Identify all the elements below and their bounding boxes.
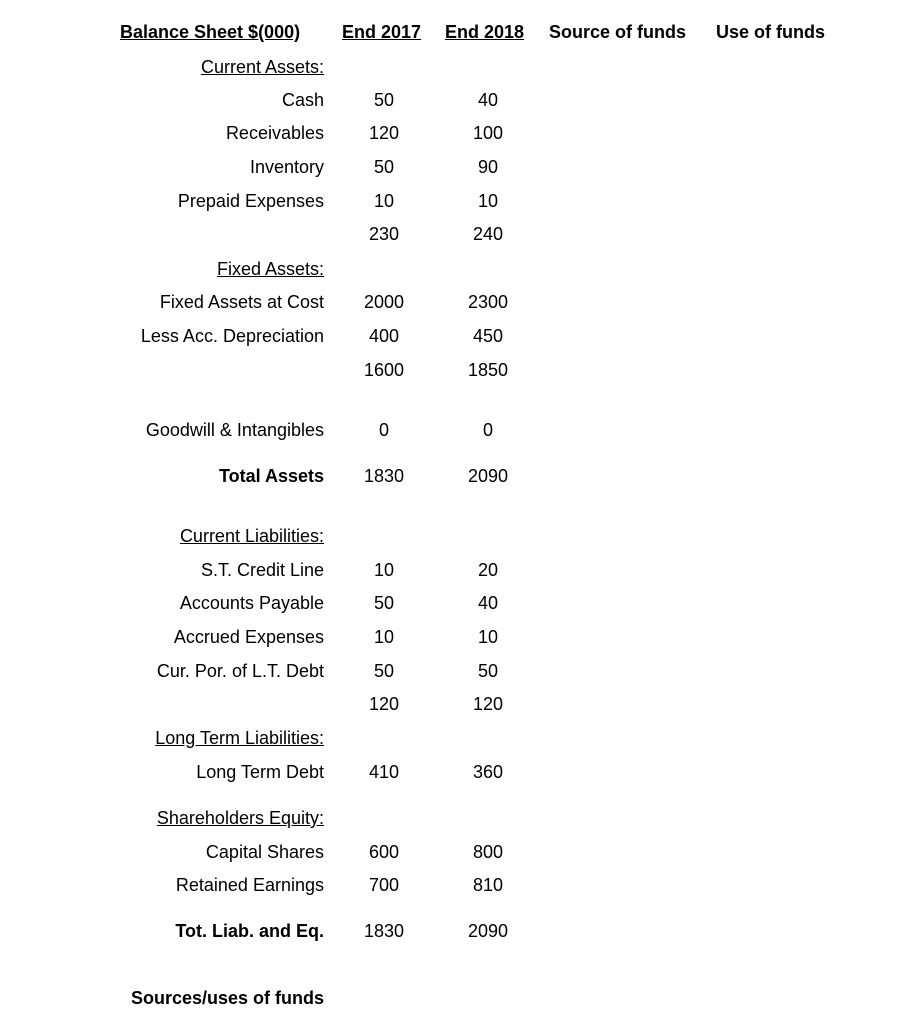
value-2018-cur-por-lt-debt: 50 bbox=[477, 661, 499, 681]
row-label-receivables: Receivables bbox=[225, 123, 324, 143]
row-label-cash: Cash bbox=[281, 90, 324, 110]
row-label-long-term-debt: Long Term Debt bbox=[196, 762, 324, 782]
subtotal-2017-fixed-assets: 1600 bbox=[363, 360, 405, 380]
value-2017-goodwill: 0 bbox=[378, 420, 389, 440]
value-2017-inventory: 50 bbox=[373, 157, 395, 177]
row-label-accounts-payable: Accounts Payable bbox=[179, 593, 324, 613]
value-2018-fixed-assets-at-cost: 2300 bbox=[467, 292, 509, 312]
value-2017-fixed-assets-at-cost: 2000 bbox=[363, 292, 405, 312]
row-label-fixed-assets-at-cost: Fixed Assets at Cost bbox=[159, 292, 324, 312]
row-label-prepaid-expenses: Prepaid Expenses bbox=[177, 191, 324, 211]
row-label-inventory: Inventory bbox=[249, 157, 324, 177]
value-2017-accrued-expenses: 10 bbox=[373, 627, 395, 647]
value-2017-accounts-payable: 50 bbox=[373, 593, 395, 613]
value-2018-retained-earnings: 810 bbox=[472, 875, 504, 895]
section-heading-current-liabilities: Current Liabilities: bbox=[179, 526, 324, 546]
row-label-accrued-expenses: Accrued Expenses bbox=[173, 627, 324, 647]
sources-uses-heading: Sources/uses of funds bbox=[130, 988, 324, 1008]
value-2018-accrued-expenses: 10 bbox=[477, 627, 499, 647]
row-label-st-credit-line: S.T. Credit Line bbox=[200, 560, 324, 580]
section-heading-current-assets: Current Assets: bbox=[200, 57, 324, 77]
row-label-total-liab-eq: Tot. Liab. and Eq. bbox=[175, 921, 324, 941]
value-2018-prepaid-expenses: 10 bbox=[477, 191, 499, 211]
value-2017-total-assets: 1830 bbox=[363, 466, 405, 486]
column-header-use: Use of funds bbox=[716, 22, 826, 42]
section-heading-long-term-liabilities: Long Term Liabilities: bbox=[155, 728, 324, 748]
value-2017-retained-earnings: 700 bbox=[368, 875, 400, 895]
row-label-retained-earnings: Retained Earnings bbox=[175, 875, 324, 895]
value-2018-long-term-debt: 360 bbox=[472, 762, 504, 782]
row-label-acc-depreciation: Less Acc. Depreciation bbox=[140, 326, 324, 346]
value-2018-accounts-payable: 40 bbox=[477, 593, 499, 613]
value-2017-total-liab-eq: 1830 bbox=[363, 921, 405, 941]
value-2018-cash: 40 bbox=[477, 90, 499, 110]
row-label-total-assets: Total Assets bbox=[218, 466, 324, 486]
value-2017-cur-por-lt-debt: 50 bbox=[373, 661, 395, 681]
row-label-cur-por-lt-debt: Cur. Por. of L.T. Debt bbox=[156, 661, 324, 681]
subtotal-2018-current-assets: 240 bbox=[472, 224, 504, 244]
sheet-title: Balance Sheet $(000) bbox=[120, 22, 301, 42]
subtotal-2018-fixed-assets: 1850 bbox=[467, 360, 509, 380]
subtotal-2018-current-liabilities: 120 bbox=[472, 694, 504, 714]
value-2018-acc-depreciation: 450 bbox=[472, 326, 504, 346]
section-heading-shareholders-equity: Shareholders Equity: bbox=[156, 808, 324, 828]
value-2017-acc-depreciation: 400 bbox=[368, 326, 400, 346]
column-header-2018: End 2018 bbox=[445, 22, 525, 42]
subtotal-2017-current-liabilities: 120 bbox=[368, 694, 400, 714]
column-header-source: Source of funds bbox=[549, 22, 687, 42]
row-label-capital-shares: Capital Shares bbox=[205, 842, 324, 862]
value-2018-total-assets: 2090 bbox=[467, 466, 509, 486]
value-2017-st-credit-line: 10 bbox=[373, 560, 395, 580]
value-2018-capital-shares: 800 bbox=[472, 842, 504, 862]
subtotal-2017-current-assets: 230 bbox=[368, 224, 400, 244]
value-2018-receivables: 100 bbox=[472, 123, 504, 143]
section-heading-fixed-assets: Fixed Assets: bbox=[216, 259, 324, 279]
value-2017-cash: 50 bbox=[373, 90, 395, 110]
value-2018-inventory: 90 bbox=[477, 157, 499, 177]
value-2017-long-term-debt: 410 bbox=[368, 762, 400, 782]
value-2018-st-credit-line: 20 bbox=[477, 560, 499, 580]
value-2017-prepaid-expenses: 10 bbox=[373, 191, 395, 211]
column-header-2017: End 2017 bbox=[342, 22, 422, 42]
value-2018-goodwill: 0 bbox=[482, 420, 493, 440]
value-2017-capital-shares: 600 bbox=[368, 842, 400, 862]
value-2018-total-liab-eq: 2090 bbox=[467, 921, 509, 941]
value-2017-receivables: 120 bbox=[368, 123, 400, 143]
row-label-goodwill: Goodwill & Intangibles bbox=[145, 420, 324, 440]
